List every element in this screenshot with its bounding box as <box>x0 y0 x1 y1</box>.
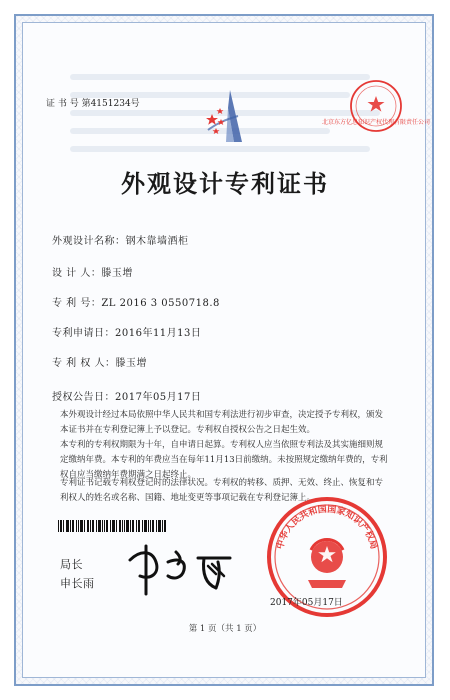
filing-date: 专利申请日：2016年11月13日 <box>52 328 202 339</box>
sipo-logo <box>198 86 258 146</box>
seal-date: 2017年05月17日 <box>270 598 343 608</box>
designer: 设 计 人：滕玉增 <box>52 268 133 279</box>
director-title: 局长 <box>60 558 83 571</box>
official-seal-text: 中华人民共和国国家知识产权局 <box>275 504 379 551</box>
patent-number: 专 利 号：ZL 2016 3 0550718.8 <box>52 298 220 309</box>
agency-stamp <box>321 78 431 134</box>
director-signature <box>120 540 240 600</box>
certificate-number: 证 书 号 第4151234号 <box>46 99 140 109</box>
page-number: 第 1 页（共 1 页） <box>188 624 262 634</box>
patentee: 专 利 权 人：滕玉增 <box>52 358 148 369</box>
page-title: 外观设计专利证书 <box>121 169 329 198</box>
paragraph-legal-status: 专利证书记载专利权登记时的法律状况。专利权的转移、质押、无效、终止、恢复和专利权人的姓名或名称、国籍、地址变更等事项记载在专利登记簿上。 <box>60 478 384 503</box>
design-name: 外观设计名称：钢木靠墙酒柜 <box>52 236 189 247</box>
director-name: 申长雨 <box>60 577 95 590</box>
paragraph-term: 本专利的专利权期限为十年，自申请日起算。专利权人应当依照专利法及其实施细则规定缴纳年费。本专利的年费应当在每年11月13日前缴纳。未按照规定缴纳年费的，专利权自应当缴纳年费期满之日起终止。 <box>60 440 388 480</box>
announcement-date: 授权公告日：2017年05月17日 <box>52 392 202 403</box>
barcode <box>58 520 168 532</box>
agency-stamp-text: 北京东方亿思知识产权代理有限责任公司 <box>321 119 431 126</box>
paragraph-grant: 本外观设计经过本局依照中华人民共和国专利法进行初步审查，决定授予专利权，颁发本证书并在专利登记簿上予以登记。专利权自授权公告之日起生效。 <box>60 410 384 435</box>
